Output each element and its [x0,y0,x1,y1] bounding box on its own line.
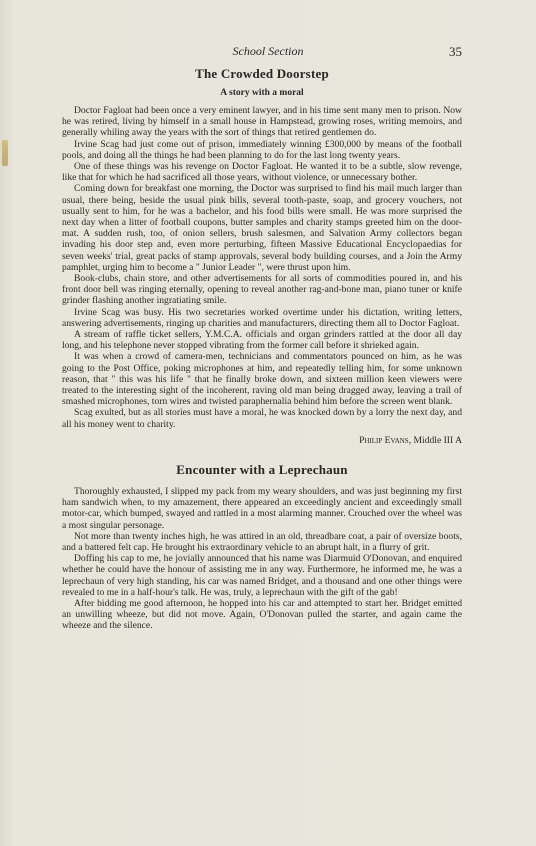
paragraph: Coming down for breakfast one morning, the Doctor was surprised to find his mail much larger than usual, there being, beside the usual pink bills, several tooth-paste, soap, and grocery vouchers, not usually sent to him, for he was a bachelor, and his food bills were small. He was more surprised the next day when a litter of football coupons, butter samples and charity stamps greeted him on the door-mat. A sudden rush, too, of onion sellers, brush salesmen, and Salvation Army collectors began invading his door step and, even more perturbing, fifteen Massive Educational Encyclopaedias for seven weeks' trial, great packs of stamp approvals, several body building courses, and a Join the Army pamphlet, urging him to become a " Junior Leader ", were thrust upon him. [62,183,462,273]
section-label: School Section [232,44,304,58]
story-subtitle: A story with a moral [220,88,304,98]
story-title: Encounter with a Leprechaun [176,461,348,477]
author-byline [62,435,462,446]
author-name: Philip Evans [359,434,409,446]
running-head [0,44,536,62]
paragraph: A stream of raffle ticket sellers, Y.M.C.A. officials and organ grinders rattled at the door all day long, and his telephone never stopped vibrating from the former call before it shrieked again. [62,329,462,352]
paragraph: Irvine Scag was busy. His two secretaries worked overtime under his dictation, writing letters, answering advertisements, ringing up charities and manufacturers, directing them all to Doctor Fagloat. [62,306,462,329]
paragraph: Irvine Scag had just come out of prison, immediately winning £300,000 by means of the football pools, and doing all the things he had been planning to do for the last long twenty years. [62,138,462,161]
paragraph: Doffing his cap to me, he jovially announced that his name was Diarmuid O'Donovan, and enquired whether he could have the honour of assisting me in any way. Furthermore, he informed me, he was a leprechaun of very high standing, his car was named Bridget, and a thousand and one other things were revealed to me in a half-hour's talk. He was, truly, a leprechaun with the gift of the gab! [62,553,462,598]
paragraph: Thoroughly exhausted, I slipped my pack from my weary shoulders, and was just beginning my first ham sandwich when, to my amazement, there appeared an exceedingly ancient and exceedingly small motor-car, which bumped, swayed and rattled in a most alarming manner. Crouched over the wheel was a most singular personage. [62,485,462,531]
paragraph: It was when a crowd of camera-men, technicians and commentators pounced on him, as he was going to the Post Office, poking microphones at him, and repeatedly telling him, for some unknown reason, that " this was his life " that he finally broke down, and sixteen million keen viewers were treated to the interesting sight of the incoherent, raving old man being dragged away, leaving a trail of smashed microphones, torn wires and twisted paraphernalia behind him before the screen went blank. [62,351,462,408]
binding-mark [2,140,8,166]
paragraph: One of these things was his revenge on Doctor Fagloat. He wanted it to be a subtle, slow revenge, like that for which he had sacrificed all those years, without violence, or unnecessary bother. [62,161,462,184]
author-form: , Middle III A [408,434,462,446]
story-title: The Crowded Doorstep [195,66,329,81]
page-number: 35 [449,44,462,59]
paragraph: Not more than twenty inches high, he was attired in an old, threadbare coat, a pair of oversize boots, and a battered felt cap. He brought his extraordinary vehicle to an abrupt halt, in a flurry of grit. [62,530,462,553]
paragraph: Scag exulted, but as all stories must have a moral, he was knocked down by a lorry the next day, and all his money went to charity. [62,407,462,430]
paragraph: Book-clubs, chain store, and other advertisements for all sorts of commodities poured in, and his front door bell was ringing eternally, opening to reveal another rag-and-bone man, piano tuner or knife grinder flashing another ingratiating smile. [62,273,462,307]
paragraph: Doctor Fagloat had been once a very eminent lawyer, and in his time sent many men to prison. Now he was retired, living by himself in a small house in Hampstead, growing roses, writing memoirs, and generally whiling away the years with the sort of things that retired gentlemen do. [62,105,462,139]
paragraph: After bidding me good afternoon, he hopped into his car and attempted to start her. Bridget emitted an unwilling wheeze, but did not move. Again, O'Donovan pulled the starter, and again came the wheeze and the silence. [62,597,462,632]
body-text [62,66,462,632]
